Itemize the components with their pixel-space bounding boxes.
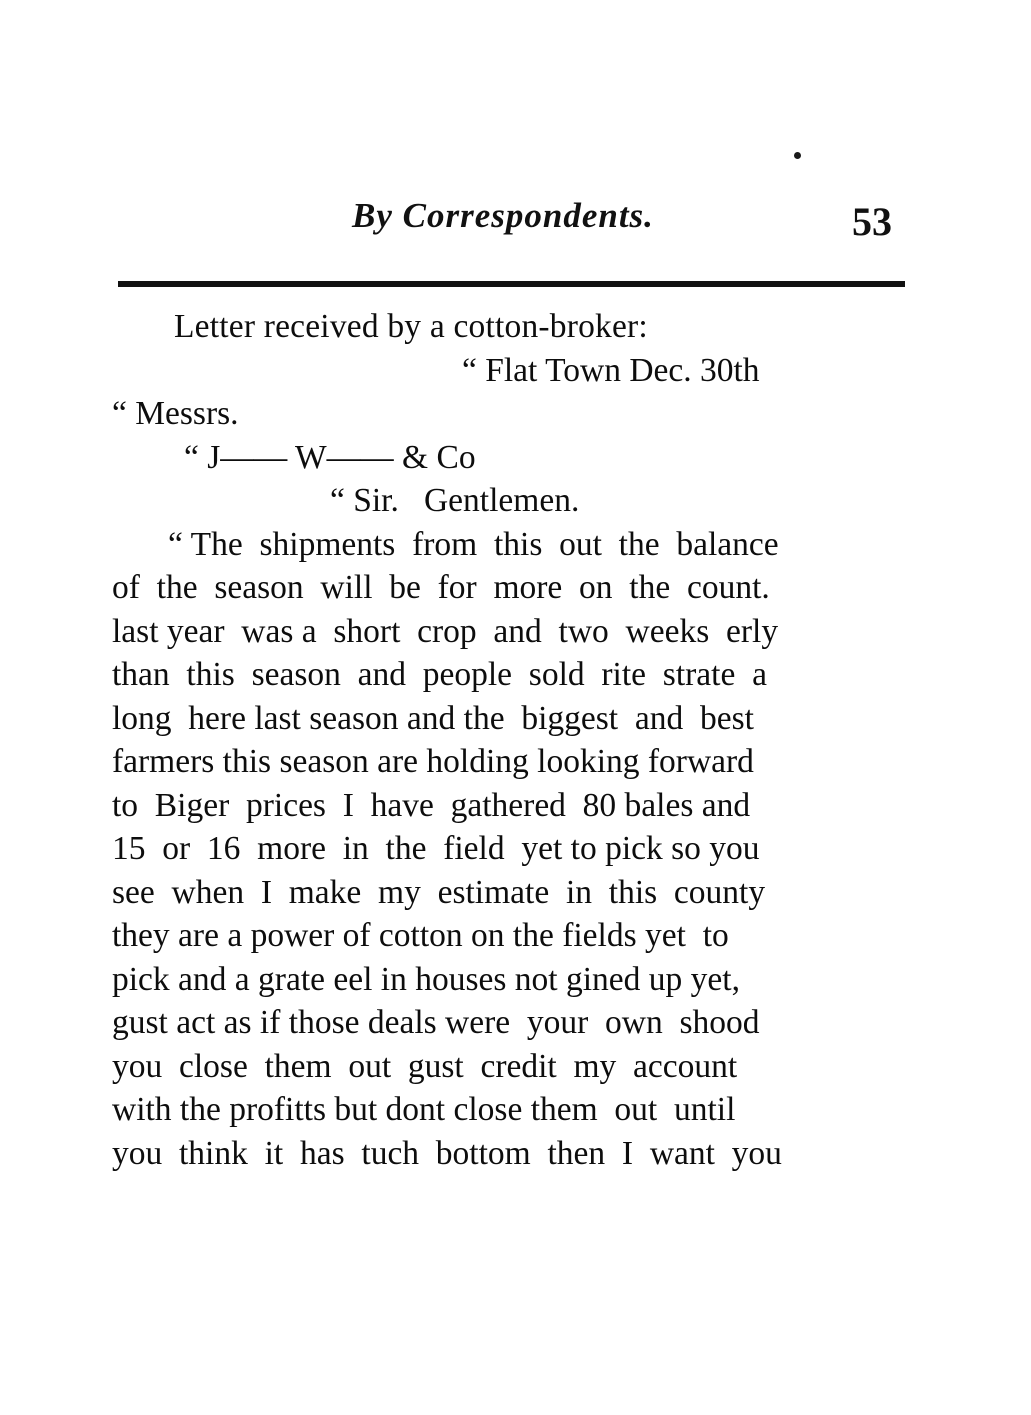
header-rule	[118, 281, 905, 287]
letter-line: last year was a short crop and two weeks erly	[112, 612, 779, 650]
salutation-line-3: “ Sir. Gentlemen.	[330, 482, 580, 519]
letter-body	[112, 305, 912, 1175]
page-header	[0, 196, 1031, 266]
letter-line: you close them out gust credit my account	[112, 1047, 738, 1085]
page-number: 53	[852, 199, 892, 244]
letter-line: you think it has tuch bottom then I want you	[112, 1134, 782, 1172]
letter-line: they are a power of cotton on the fields yet to	[112, 917, 729, 954]
letter-line: of the season will be for more on the count.	[112, 569, 770, 606]
letter-line: “ The shipments from this out the balance	[168, 525, 779, 563]
intro-line: Letter received by a cotton-broker:	[174, 308, 648, 345]
salutation-line-1: “ Messrs.	[112, 395, 239, 432]
letter-line: with the profitts but dont close them out until	[112, 1091, 736, 1128]
letter-line: pick and a grate eel in houses not gined up yet,	[112, 960, 740, 998]
letter-line: see when I make my estimate in this county	[112, 873, 766, 911]
letter-line: to Biger prices I have gathered 80 bales and	[112, 786, 751, 824]
dateline: “ Flat Town Dec. 30th	[462, 351, 760, 389]
letter-line: long here last season and the biggest and best	[112, 699, 754, 737]
running-head: By Correspondents.	[352, 196, 654, 235]
letter-line: farmers this season are holding looking forward	[112, 743, 754, 780]
letter-line: 15 or 16 more in the field yet to pick so you	[112, 830, 760, 867]
letter-line: than this season and people sold rite strate a	[112, 656, 767, 693]
salutation-line-2: “ J—— W—— & Co	[184, 438, 476, 476]
ink-speck	[794, 152, 801, 159]
letter-line: gust act as if those deals were your own shood	[112, 1004, 760, 1041]
